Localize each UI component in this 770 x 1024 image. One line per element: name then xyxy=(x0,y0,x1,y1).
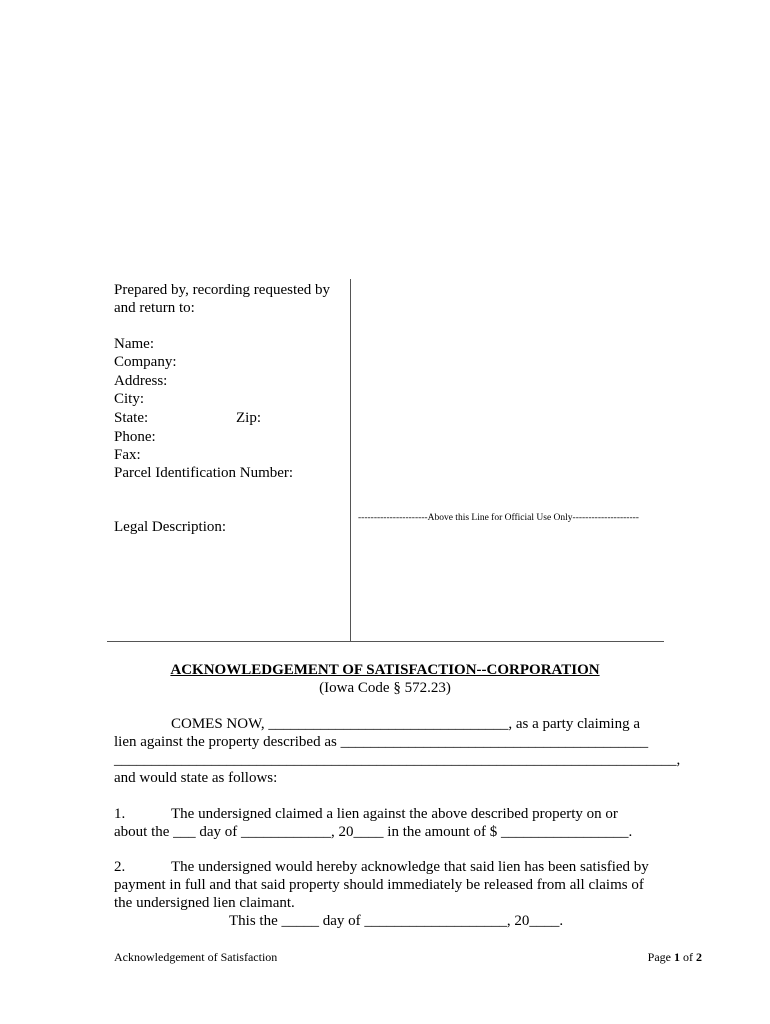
item-1-line1: The undersigned claimed a lien against the above described property on or xyxy=(171,806,618,822)
item-2-line2: payment in full and that said property should immediately be released from all claims of xyxy=(114,877,644,893)
prepared-by-line2: and return to: xyxy=(114,300,195,316)
zip-label: Zip: xyxy=(236,410,261,426)
page-total: 2 xyxy=(696,950,702,964)
page-word: Page xyxy=(647,950,671,964)
item-2-line1: The undersigned would hereby acknowledge that said lien has been satisfied by xyxy=(171,859,649,875)
state-as-follows: and would state as follows: xyxy=(114,770,278,786)
city-label: City: xyxy=(114,391,145,407)
prepared-by-line1: Prepared by, recording requested by xyxy=(114,282,331,298)
legal-description-label: Legal Description: xyxy=(114,519,227,535)
item-2-line3: the undersigned lien claimant. xyxy=(114,895,295,911)
company-label: Company: xyxy=(114,354,177,370)
footer-title: Acknowledgement of Satisfaction xyxy=(114,950,278,964)
header-divider-vertical xyxy=(350,279,351,641)
page-current: 1 xyxy=(674,950,680,964)
phone-label: Phone: xyxy=(114,429,156,445)
parcel-id-label: Parcel Identification Number: xyxy=(114,465,294,481)
name-label: Name: xyxy=(114,336,154,352)
page-number xyxy=(648,950,702,964)
property-blank-line: ___________________________________________________________________________, xyxy=(114,752,681,768)
of-word: of xyxy=(683,950,693,964)
item-1-line2: about the ___ day of ____________, 20____ in the amount of $ _________________. xyxy=(114,824,633,840)
state-label: State: xyxy=(114,410,149,426)
item-1-number: 1. xyxy=(114,806,126,822)
header-divider-horizontal xyxy=(107,641,664,642)
this-the-date-line: This the _____ day of ___________________, 20____. xyxy=(229,913,564,929)
lien-against-line: lien against the property described as _________________________________________ xyxy=(114,734,649,750)
address-label: Address: xyxy=(114,373,168,389)
document-subtitle: (Iowa Code § 572.23) xyxy=(319,680,451,696)
fax-label: Fax: xyxy=(114,447,141,463)
item-2-number: 2. xyxy=(114,859,126,875)
official-use-line: ----------------------Above this Line for Official Use Only--------------------- xyxy=(358,513,639,523)
comes-now-line: COMES NOW, ________________________________, as a party claiming a xyxy=(171,716,640,732)
document-title: ACKNOWLEDGEMENT OF SATISFACTION--CORPORATION xyxy=(170,662,600,678)
